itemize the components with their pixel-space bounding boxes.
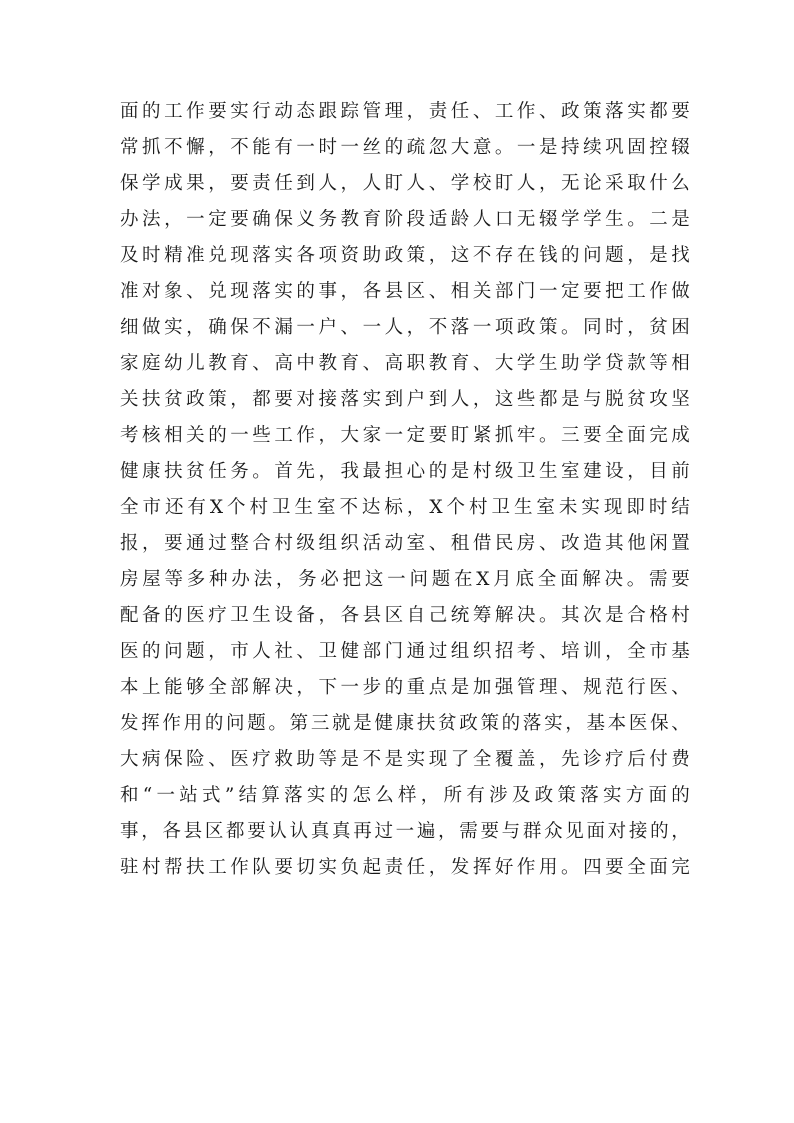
- body-paragraph: [120, 94, 690, 886]
- text-line: 保学成果，要责任到人，人盯人、学校盯人，无论采取什么: [120, 173, 690, 194]
- text-line: 家庭幼儿教育、高中教育、高职教育、大学生助学贷款等相: [120, 353, 690, 374]
- text-line: 大病保险、医疗救助等是不是实现了全覆盖，先诊疗后付费: [120, 749, 690, 770]
- text-line: 考核相关的一些工作，大家一定要盯紧抓牢。三要全面完成: [120, 425, 690, 446]
- text-line: 全市还有X个村卫生室不达标，X个村卫生室未实现即时结: [120, 497, 690, 518]
- text-line: 办法，一定要确保义务教育阶段适龄人口无辍学学生。二是: [120, 209, 690, 230]
- text-line: 发挥作用的问题。第三就是健康扶贫政策的落实，基本医保、: [120, 713, 690, 734]
- text-line: 医的问题，市人社、卫健部门通过组织招考、培训，全市基: [120, 641, 690, 662]
- text-line: 报，要通过整合村级组织活动室、租借民房、改造其他闲置: [120, 533, 690, 554]
- text-line: 驻村帮扶工作队要切实负起责任，发挥好作用。四要全面完: [120, 857, 690, 878]
- text-line: 本上能够全部解决，下一步的重点是加强管理、规范行医、: [120, 677, 690, 698]
- text-line: 事，各县区都要认认真真再过一遍，需要与群众见面对接的，: [120, 821, 690, 842]
- text-line: 配备的医疗卫生设备，各县区自己统筹解决。其次是合格村: [120, 605, 690, 626]
- text-line: 准对象、兑现落实的事，各县区、相关部门一定要把工作做: [120, 281, 690, 302]
- text-line: 关扶贫政策，都要对接落实到户到人，这些都是与脱贫攻坚: [120, 389, 690, 410]
- text-line: 和“一站式”结算落实的怎么样，所有涉及政策落实方面的: [120, 785, 690, 806]
- text-line: 细做实，确保不漏一户、一人，不落一项政策。同时，贫困: [120, 317, 690, 338]
- text-line: 常抓不懈，不能有一时一丝的疏忽大意。一是持续巩固控辍: [120, 137, 690, 158]
- text-line: 及时精准兑现落实各项资助政策，这不存在钱的问题，是找: [120, 245, 690, 266]
- text-line: 健康扶贫任务。首先，我最担心的是村级卫生室建设，目前: [120, 461, 690, 482]
- text-line: 面的工作要实行动态跟踪管理，责任、工作、政策落实都要: [120, 101, 690, 122]
- text-line: 房屋等多种办法，务必把这一问题在X月底全面解决。需要: [120, 569, 690, 590]
